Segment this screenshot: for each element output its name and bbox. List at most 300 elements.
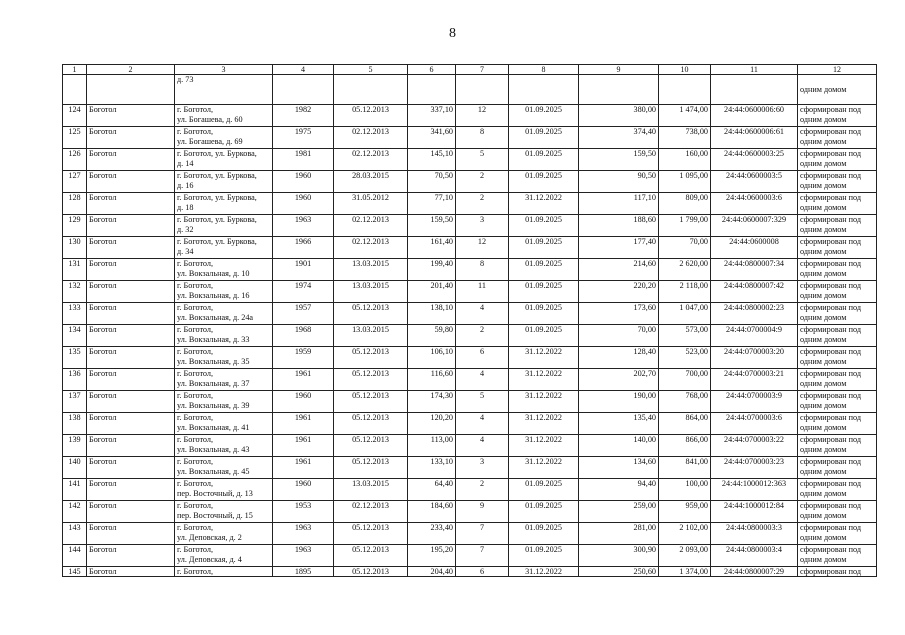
address-cell-line1: г. Боготол, <box>177 523 214 532</box>
city-cell: Боготол <box>87 325 175 347</box>
table-row <box>63 347 877 369</box>
address-cell-line1: г. Боготол, <box>177 479 214 488</box>
status-cell-line1: сформирован под <box>800 303 862 312</box>
date-cell: 05.12.2013 <box>334 105 408 127</box>
sum-cell: 2 093,00 <box>659 545 711 567</box>
address-cell-line2: д. 34 <box>177 247 194 256</box>
count-cell: 4 <box>456 303 509 325</box>
area2-cell: 380,00 <box>579 105 659 127</box>
count-cell: 8 <box>456 127 509 149</box>
sum-cell: 841,00 <box>659 457 711 479</box>
city-cell: Боготол <box>87 105 175 127</box>
status-cell-line1: сформирован под <box>800 237 862 246</box>
area2-cell: 259,00 <box>579 501 659 523</box>
city-cell: Боготол <box>87 127 175 149</box>
table-row <box>63 127 877 149</box>
status-cell-line2: одним домом <box>800 511 847 520</box>
deadline-cell: 01.09.2025 <box>509 237 579 259</box>
deadline-cell: 01.09.2025 <box>509 127 579 149</box>
count-cell: 2 <box>456 171 509 193</box>
deadline-cell: 31.12.2022 <box>509 567 579 577</box>
year-cell: 1960 <box>273 171 334 193</box>
count-cell: 5 <box>456 391 509 413</box>
count-cell: 7 <box>456 545 509 567</box>
address-cell-line2: ул. Вокзальная, д. 45 <box>177 467 250 476</box>
address-cell-line2: ул. Вокзальная, д. 37 <box>177 379 250 388</box>
city-cell: Боготол <box>87 303 175 325</box>
status-cell <box>798 281 877 303</box>
address-cell-line1: г. Боготол, ул. Буркова, <box>177 215 257 224</box>
area-cell: 120,20 <box>408 413 456 435</box>
status-cell <box>798 303 877 325</box>
area2-cell: 159,50 <box>579 149 659 171</box>
count-cell: 2 <box>456 193 509 215</box>
address-cell <box>175 149 273 171</box>
city-cell: Боготол <box>87 545 175 567</box>
address-cell: д. 73 <box>175 75 273 105</box>
area-cell: 106,10 <box>408 347 456 369</box>
status-cell-line1: сформирован под <box>800 347 862 356</box>
cadastre-cell: 24:44:0700003:23 <box>711 457 798 479</box>
address-cell-line1: г. Боготол, <box>177 347 214 356</box>
deadline-cell: 31.12.2022 <box>509 413 579 435</box>
status-cell: сформирован под <box>798 567 877 577</box>
column-header: 5 <box>334 65 408 75</box>
date-cell: 05.12.2013 <box>334 369 408 391</box>
date-cell: 02.12.2013 <box>334 215 408 237</box>
address-cell-line1: г. Боготол, <box>177 369 214 378</box>
status-cell-line1: сформирован под <box>800 391 862 400</box>
address-cell <box>175 479 273 501</box>
sum-cell: 864,00 <box>659 413 711 435</box>
status-cell <box>798 501 877 523</box>
row-number-cell: 145 <box>63 567 87 577</box>
count-cell: 2 <box>456 479 509 501</box>
status-cell-line2: одним домом <box>800 247 847 256</box>
cadastre-cell: 24:44:0800002:23 <box>711 303 798 325</box>
address-cell-line2: д. 16 <box>177 181 194 190</box>
area2-cell: 70,00 <box>579 325 659 347</box>
area-cell: 70,50 <box>408 171 456 193</box>
city-cell: Боготол <box>87 501 175 523</box>
city-cell: Боготол <box>87 567 175 577</box>
address-cell-line1: г. Боготол, ул. Буркова, <box>177 171 257 180</box>
sum-cell: 1 374,00 <box>659 567 711 577</box>
area-cell: 233,40 <box>408 523 456 545</box>
status-cell-line2: одним домом <box>800 225 847 234</box>
table-row <box>63 435 877 457</box>
year-cell: 1959 <box>273 347 334 369</box>
area2-cell: 90,50 <box>579 171 659 193</box>
table-row <box>63 171 877 193</box>
count-cell: 3 <box>456 215 509 237</box>
city-cell: Боготол <box>87 457 175 479</box>
status-cell <box>798 215 877 237</box>
city-cell: Боготол <box>87 149 175 171</box>
count-cell: 8 <box>456 259 509 281</box>
row-number-cell: 125 <box>63 127 87 149</box>
column-header: 6 <box>408 65 456 75</box>
row-number-cell: 134 <box>63 325 87 347</box>
address-cell-line1: г. Боготол, <box>177 105 214 114</box>
sum-cell: 2 620,00 <box>659 259 711 281</box>
address-cell-line1: г. Боготол, <box>177 127 214 136</box>
deadline-cell: 01.09.2025 <box>509 545 579 567</box>
sum-cell: 1 474,00 <box>659 105 711 127</box>
address-cell-line1: г. Боготол, ул. Буркова, <box>177 237 257 246</box>
row-number-cell: 133 <box>63 303 87 325</box>
address-cell-line1: г. Боготол, <box>177 391 214 400</box>
area-cell: 174,30 <box>408 391 456 413</box>
year-cell: 1975 <box>273 127 334 149</box>
sum-cell: 1 799,00 <box>659 215 711 237</box>
address-cell-line1: г. Боготол, <box>177 303 214 312</box>
status-cell-line2: одним домом <box>800 291 847 300</box>
status-cell-line1: сформирован под <box>800 171 862 180</box>
cadastre-cell: 24:44:1000012:84 <box>711 501 798 523</box>
address-cell <box>175 281 273 303</box>
address-cell <box>175 259 273 281</box>
count-cell: 12 <box>456 105 509 127</box>
column-header: 4 <box>273 65 334 75</box>
sum-cell: 738,00 <box>659 127 711 149</box>
city-cell: Боготол <box>87 193 175 215</box>
column-header: 10 <box>659 65 711 75</box>
year-cell: 1960 <box>273 391 334 413</box>
area-cell: 138,10 <box>408 303 456 325</box>
year-cell: 1974 <box>273 281 334 303</box>
deadline-cell: 01.09.2025 <box>509 501 579 523</box>
status-cell-line2: одним домом <box>800 313 847 322</box>
row-number-cell: 128 <box>63 193 87 215</box>
year-cell: 1961 <box>273 457 334 479</box>
row-number-cell: 137 <box>63 391 87 413</box>
status-cell-line2: одним домом <box>800 379 847 388</box>
cadastre-cell: 24:44:0600007:329 <box>711 215 798 237</box>
deadline-cell: 01.09.2025 <box>509 303 579 325</box>
address-cell-line2: ул. Вокзальная, д. 33 <box>177 335 250 344</box>
address-cell-line2: ул. Вокзальная, д. 10 <box>177 269 250 278</box>
year-cell: 1968 <box>273 325 334 347</box>
sum-cell: 2 118,00 <box>659 281 711 303</box>
year-cell: 1953 <box>273 501 334 523</box>
city-cell: Боготол <box>87 281 175 303</box>
status-cell-line2: одним домом <box>800 555 847 564</box>
status-cell-line2: одним домом <box>800 467 847 476</box>
sum-cell: 1 095,00 <box>659 171 711 193</box>
city-cell: Боготол <box>87 369 175 391</box>
date-cell: 02.12.2013 <box>334 149 408 171</box>
city-cell: Боготол <box>87 347 175 369</box>
status-cell-line1: сформирован под <box>800 369 862 378</box>
area-cell: 116,60 <box>408 369 456 391</box>
cadastre-cell: 24:44:0800003:3 <box>711 523 798 545</box>
count-cell: 4 <box>456 369 509 391</box>
table-row <box>63 479 877 501</box>
area-cell: 341,60 <box>408 127 456 149</box>
deadline-cell: 01.09.2025 <box>509 523 579 545</box>
year-cell: 1957 <box>273 303 334 325</box>
address-cell <box>175 501 273 523</box>
address-cell-line1: г. Боготол, <box>177 259 214 268</box>
deadline-cell: 31.12.2022 <box>509 369 579 391</box>
status-cell <box>798 457 877 479</box>
status-cell <box>798 479 877 501</box>
table-row <box>63 193 877 215</box>
status-cell-line1: сформирован под <box>800 523 862 532</box>
area-cell: 64,40 <box>408 479 456 501</box>
sum-cell: 573,00 <box>659 325 711 347</box>
sum-cell: 959,00 <box>659 501 711 523</box>
area2-cell: 134,60 <box>579 457 659 479</box>
address-cell-line2: ул. Вокзальная, д. 35 <box>177 357 250 366</box>
address-cell <box>175 369 273 391</box>
address-cell-line1: г. Боготол, <box>177 413 214 422</box>
table-row <box>63 149 877 171</box>
address-cell-line2: д. 32 <box>177 225 194 234</box>
date-cell: 05.12.2013 <box>334 545 408 567</box>
area-cell: 337,10 <box>408 105 456 127</box>
sum-cell: 523,00 <box>659 347 711 369</box>
table-row <box>63 413 877 435</box>
status-cell-line1: сформирован под <box>800 435 862 444</box>
year-cell: 1981 <box>273 149 334 171</box>
area2-cell: 190,00 <box>579 391 659 413</box>
cadastre-cell: 24:44:0800003:4 <box>711 545 798 567</box>
area-cell: 195,20 <box>408 545 456 567</box>
status-cell-line2: одним домом <box>800 137 847 146</box>
city-cell: Боготол <box>87 523 175 545</box>
cadastre-cell: 24:44:0600006:61 <box>711 127 798 149</box>
row-number-cell: 138 <box>63 413 87 435</box>
status-cell-line2: одним домом <box>800 115 847 124</box>
count-cell: 4 <box>456 413 509 435</box>
column-header: 12 <box>798 65 877 75</box>
area-cell: 77,10 <box>408 193 456 215</box>
date-cell: 05.12.2013 <box>334 347 408 369</box>
status-cell <box>798 413 877 435</box>
address-cell <box>175 413 273 435</box>
status-cell-line1: сформирован под <box>800 479 862 488</box>
date-cell: 05.12.2013 <box>334 303 408 325</box>
status-cell-line1: сформирован под <box>800 193 862 202</box>
city-cell: Боготол <box>87 259 175 281</box>
deadline-cell: 31.12.2022 <box>509 347 579 369</box>
cadastre-cell: 24:44:0700003:21 <box>711 369 798 391</box>
deadline-cell: 01.09.2025 <box>509 479 579 501</box>
cadastre-cell: 24:44:0600003:6 <box>711 193 798 215</box>
address-cell <box>175 435 273 457</box>
status-cell-line2: одним домом <box>800 489 847 498</box>
count-cell: 5 <box>456 149 509 171</box>
count-cell: 6 <box>456 567 509 577</box>
date-cell: 05.12.2013 <box>334 413 408 435</box>
table-row <box>63 215 877 237</box>
status-cell-line1: сформирован под <box>800 457 862 466</box>
sum-cell: 809,00 <box>659 193 711 215</box>
status-cell-line2: одним домом <box>800 445 847 454</box>
cadastre-cell: 24:44:1000012:363 <box>711 479 798 501</box>
address-cell <box>175 391 273 413</box>
area-cell: 133,10 <box>408 457 456 479</box>
address-cell-line1: г. Боготол, <box>177 501 214 510</box>
count-cell: 12 <box>456 237 509 259</box>
status-cell-line1: сформирован под <box>800 105 862 114</box>
sum-cell: 70,00 <box>659 237 711 259</box>
address-cell-line1: г. Боготол, ул. Буркова, <box>177 149 257 158</box>
area2-cell: 140,00 <box>579 435 659 457</box>
area-cell: 199,40 <box>408 259 456 281</box>
status-cell-line2: одним домом <box>800 159 847 168</box>
row-number-cell: 136 <box>63 369 87 391</box>
area2-cell: 177,40 <box>579 237 659 259</box>
sum-cell: 160,00 <box>659 149 711 171</box>
cadastre-cell: 24:44:0600008 <box>711 237 798 259</box>
row-number-cell: 129 <box>63 215 87 237</box>
status-cell-line1: сформирован под <box>800 545 862 554</box>
address-cell-line1: г. Боготол, <box>177 457 214 466</box>
row-number-cell: 139 <box>63 435 87 457</box>
sum-cell: 1 047,00 <box>659 303 711 325</box>
address-cell <box>175 193 273 215</box>
status-cell-line2: одним домом <box>800 401 847 410</box>
area2-cell: 374,40 <box>579 127 659 149</box>
column-header: 8 <box>509 65 579 75</box>
status-cell-line1: сформирован под <box>800 413 862 422</box>
area2-cell: 300,90 <box>579 545 659 567</box>
table-row <box>63 545 877 567</box>
row-number-cell: 135 <box>63 347 87 369</box>
row-number-cell: 142 <box>63 501 87 523</box>
deadline-cell: 01.09.2025 <box>509 281 579 303</box>
address-cell-line1: г. Боготол, <box>177 325 214 334</box>
status-cell-line1: сформирован под <box>800 127 862 136</box>
date-cell: 13.03.2015 <box>334 479 408 501</box>
status-cell <box>798 523 877 545</box>
date-cell: 13.03.2015 <box>334 281 408 303</box>
address-cell-line2: ул. Деповская, д. 4 <box>177 555 242 564</box>
status-cell <box>798 149 877 171</box>
address-cell <box>175 171 273 193</box>
cadastre-cell: 24:44:0600003:25 <box>711 149 798 171</box>
year-cell: 1963 <box>273 545 334 567</box>
area2-cell: 135,40 <box>579 413 659 435</box>
deadline-cell: 01.09.2025 <box>509 171 579 193</box>
status-cell <box>798 369 877 391</box>
status-cell-line1: сформирован под <box>800 149 862 158</box>
city-cell: Боготол <box>87 391 175 413</box>
continued-row <box>63 75 877 105</box>
address-cell-line2: ул. Вокзальная, д. 24а <box>177 313 254 322</box>
column-header: 3 <box>175 65 273 75</box>
count-cell: 7 <box>456 523 509 545</box>
address-cell <box>175 545 273 567</box>
deadline-cell: 31.12.2022 <box>509 435 579 457</box>
cadastre-cell: 24:44:0700003:22 <box>711 435 798 457</box>
row-number-cell: 143 <box>63 523 87 545</box>
deadline-cell: 01.09.2025 <box>509 325 579 347</box>
column-header: 11 <box>711 65 798 75</box>
row-number-cell: 144 <box>63 545 87 567</box>
status-cell-line1: сформирован под <box>800 259 862 268</box>
year-cell: 1966 <box>273 237 334 259</box>
status-cell-line2: одним домом <box>800 335 847 344</box>
status-cell <box>798 127 877 149</box>
date-cell: 05.12.2013 <box>334 391 408 413</box>
year-cell: 1963 <box>273 215 334 237</box>
address-cell <box>175 215 273 237</box>
area2-cell: 173,60 <box>579 303 659 325</box>
row-number-cell: 127 <box>63 171 87 193</box>
table-row <box>63 105 877 127</box>
area-cell: 145,10 <box>408 149 456 171</box>
row-number-cell: 132 <box>63 281 87 303</box>
area2-cell: 281,00 <box>579 523 659 545</box>
status-cell <box>798 259 877 281</box>
status-cell-line2: одним домом <box>800 181 847 190</box>
table-row <box>63 457 877 479</box>
table-row <box>63 281 877 303</box>
address-cell-line2: ул. Вокзальная, д. 43 <box>177 445 250 454</box>
status-cell-line2: одним домом <box>800 357 847 366</box>
date-cell: 05.12.2013 <box>334 567 408 577</box>
address-cell <box>175 347 273 369</box>
table-row <box>63 391 877 413</box>
row-number-cell: 131 <box>63 259 87 281</box>
count-cell: 4 <box>456 435 509 457</box>
area2-cell: 220,20 <box>579 281 659 303</box>
area2-cell: 94,40 <box>579 479 659 501</box>
status-cell-line1: сформирован под <box>800 215 862 224</box>
cadastre-cell: 24:44:0800007:34 <box>711 259 798 281</box>
column-number-header-row <box>63 65 877 75</box>
status-cell-line2: одним домом <box>800 533 847 542</box>
area-cell: 59,80 <box>408 325 456 347</box>
status-cell <box>798 325 877 347</box>
deadline-cell: 31.12.2022 <box>509 193 579 215</box>
year-cell: 1901 <box>273 259 334 281</box>
date-cell: 13.03.2015 <box>334 325 408 347</box>
area2-cell: 250,60 <box>579 567 659 577</box>
column-header: 1 <box>63 65 87 75</box>
city-cell: Боготол <box>87 237 175 259</box>
status-cell <box>798 545 877 567</box>
status-cell-line1: сформирован под <box>800 325 862 334</box>
sum-cell: 700,00 <box>659 369 711 391</box>
address-cell-line2: ул. Деповская, д. 2 <box>177 533 242 542</box>
page-number: 8 <box>449 26 456 41</box>
area-cell: 113,00 <box>408 435 456 457</box>
cadastre-cell: 24:44:0600003:5 <box>711 171 798 193</box>
year-cell: 1961 <box>273 435 334 457</box>
count-cell: 11 <box>456 281 509 303</box>
table-row <box>63 369 877 391</box>
city-cell: Боготол <box>87 413 175 435</box>
deadline-cell: 31.12.2022 <box>509 391 579 413</box>
year-cell: 1963 <box>273 523 334 545</box>
date-cell: 02.12.2013 <box>334 501 408 523</box>
address-cell <box>175 303 273 325</box>
address-cell-line2: д. 14 <box>177 159 194 168</box>
sum-cell: 768,00 <box>659 391 711 413</box>
area-cell: 184,60 <box>408 501 456 523</box>
count-cell: 3 <box>456 457 509 479</box>
count-cell: 9 <box>456 501 509 523</box>
column-header: 7 <box>456 65 509 75</box>
status-cell <box>798 347 877 369</box>
cadastre-cell: 24:44:0700004:9 <box>711 325 798 347</box>
count-cell: 2 <box>456 325 509 347</box>
